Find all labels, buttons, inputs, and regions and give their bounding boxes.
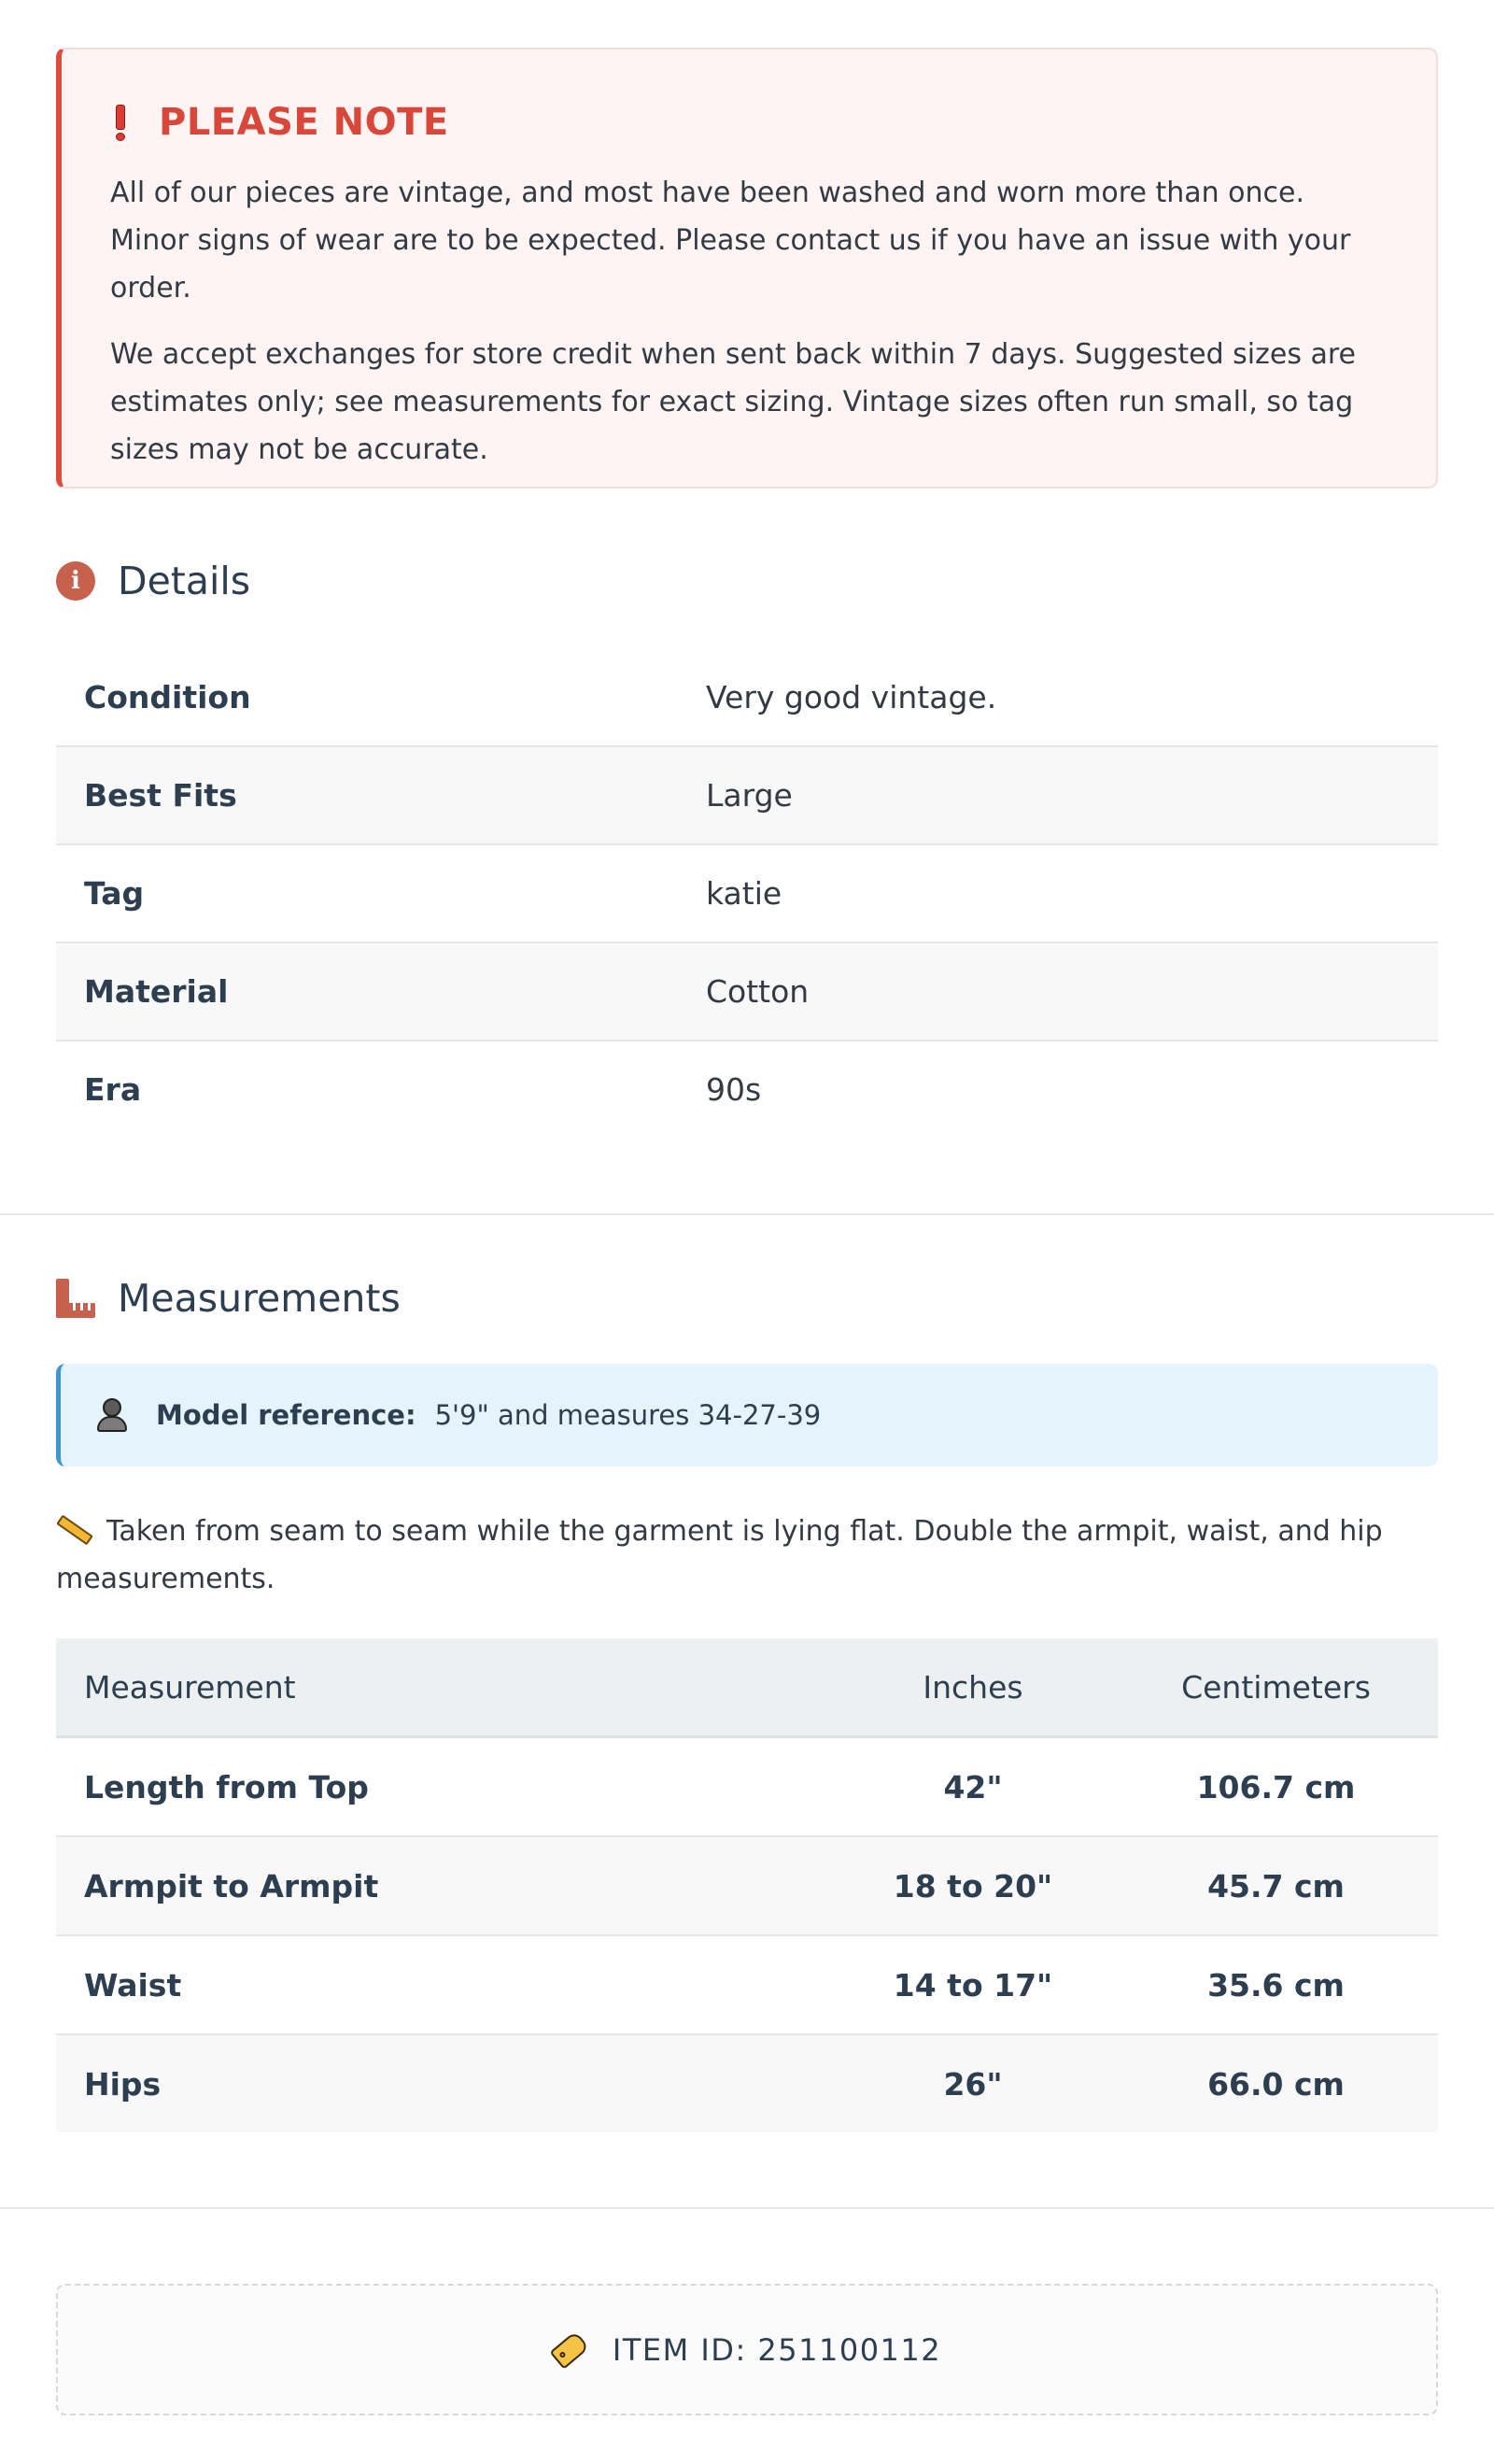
measurement-inches: 26" (832, 2034, 1114, 2132)
table-row (56, 844, 1438, 942)
measurement-inches: 42" (832, 1737, 1114, 1837)
tag-icon (549, 2330, 589, 2370)
measurement-note-text: Taken from seam to seam while the garment is lying flat. Double the armpit, waist, and hip measurements. (56, 1515, 1383, 1595)
ruler-icon (56, 1279, 95, 1318)
person-icon (96, 1398, 128, 1432)
model-reference-label: Model reference: (156, 1399, 416, 1431)
item-id-box (56, 2284, 1438, 2415)
measurement-name: Hips (56, 2034, 832, 2132)
table-row (56, 1041, 1438, 1138)
table-row (56, 1836, 1438, 1935)
table-row (56, 649, 1438, 746)
measurement-inches: 14 to 17" (832, 1935, 1114, 2034)
detail-value: Very good vintage. (678, 649, 1438, 746)
detail-label: Condition (56, 649, 678, 746)
measurement-name: Waist (56, 1935, 832, 2034)
table-row (56, 942, 1438, 1041)
column-header-centimeters: Centimeters (1114, 1638, 1438, 1737)
note-title: PLEASE NOTE (159, 101, 449, 144)
measurement-table (56, 1638, 1438, 2132)
table-header-row (56, 1638, 1438, 1737)
table-row (56, 2034, 1438, 2132)
model-reference-value: 5'9" and measures 34-27-39 (434, 1399, 822, 1431)
details-title: Details (118, 559, 251, 603)
exclamation-icon (116, 105, 125, 140)
table-row (56, 1935, 1438, 2034)
column-header-measurement: Measurement (56, 1638, 832, 1737)
note-paragraph: All of our pieces are vintage, and most have been washed and worn more than once. Minor signs of wear are to be expected. Please contact us if you have an issue with your order. (110, 177, 1351, 304)
note-paragraph: We accept exchanges for store credit when sent back within 7 days. Suggested sizes are estimates only; see measurements for exact sizing. Vintage sizes often run small, so tag sizes may not be accurate. (110, 338, 1357, 466)
details-table (56, 649, 1438, 1138)
please-note-box (56, 48, 1438, 489)
measurement-cm: 35.6 cm (1114, 1935, 1438, 2034)
detail-value: Cotton (678, 942, 1438, 1041)
detail-label: Tag (56, 844, 678, 942)
section-divider (0, 1213, 1494, 1215)
detail-label: Material (56, 942, 678, 1041)
measurement-cm: 106.7 cm (1114, 1737, 1438, 1837)
details-section (56, 649, 1438, 1138)
measurement-name: Length from Top (56, 1737, 832, 1837)
measurement-inches: 18 to 20" (832, 1836, 1114, 1935)
measurement-section (56, 1638, 1438, 2132)
item-id-text: ITEM ID: 251100112 (612, 2331, 942, 2368)
detail-value: katie (678, 844, 1438, 942)
note-header (110, 101, 1388, 144)
detail-label: Best Fits (56, 746, 678, 844)
table-row (56, 746, 1438, 844)
column-header-inches: Inches (832, 1638, 1114, 1737)
measurement-cm: 45.7 cm (1114, 1836, 1438, 1935)
detail-value: 90s (706, 1071, 762, 1108)
detail-value: Large (678, 746, 1438, 844)
section-divider (0, 2207, 1494, 2209)
measurement-note (56, 1508, 1438, 1603)
detail-label: Era (84, 1071, 142, 1108)
measurements-title: Measurements (118, 1276, 401, 1321)
details-header (56, 555, 1438, 607)
info-icon: i (56, 561, 95, 601)
model-reference-box (56, 1364, 1438, 1466)
pencil-icon (56, 1514, 93, 1545)
measurement-cm: 66.0 cm (1114, 2034, 1438, 2132)
measurements-header (56, 1272, 1438, 1324)
table-row (56, 1737, 1438, 1837)
measurement-name: Armpit to Armpit (56, 1836, 832, 1935)
